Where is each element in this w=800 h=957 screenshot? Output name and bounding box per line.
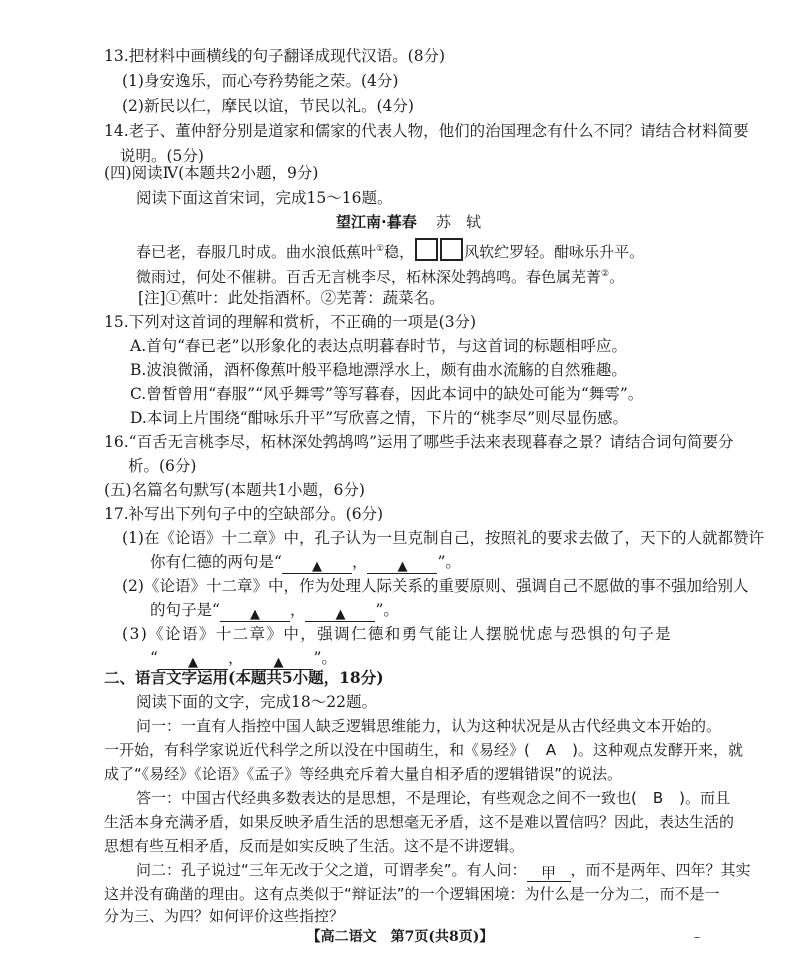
answer-blank-jia[interactable]: [527, 863, 571, 882]
blank-marker: ▲: [273, 655, 284, 670]
q15-stem: 15.下列对这首词的理解和赏析，不正确的一项是(3分): [104, 313, 477, 331]
poem-title: [336, 212, 481, 232]
q17-item-2-answer: [150, 600, 399, 622]
corner-mark: –: [694, 930, 700, 944]
comma: ，: [289, 601, 306, 619]
passage-line-3: 成了“《易经》《论语》《孟子》等经典充斥着大量自相矛盾的逻辑错误”的说法。: [104, 765, 623, 783]
q17-item-1-prefix: 你有仁德的两句是“: [150, 553, 282, 571]
q17-item-2: (2)《论语》十二章》中，作为处理人际关系的重要原则、强调自己不愿做的事不强加给别人: [122, 577, 749, 595]
q15-option-c: C.曾皙曾用“春服”“风乎舞雩”等写暮春，因此本词中的缺处可能为“舞雩”。: [130, 385, 644, 403]
answer-blank[interactable]: [305, 603, 375, 622]
poem-note: [注]①蕉叶：此处指酒杯。②芜菁：蔬菜名。: [138, 289, 445, 307]
passage-line-7: [136, 860, 751, 882]
comma: ，: [351, 553, 368, 571]
poem-line-1b: 稳，: [384, 243, 415, 261]
poem-author: 苏 轼: [435, 213, 481, 231]
passage-line-4c: )。而且: [679, 789, 731, 807]
q17-item-2-prefix: 的句子是“: [150, 601, 220, 619]
blank-marker: ▲: [187, 655, 198, 670]
q14-stem-cont: 说明。(5分): [120, 147, 204, 165]
q17-item-1: (1)在《论语》十二章》中，孔子认为一旦克制自己，按照礼的要求去做了，天下的人就都赞许: [122, 529, 764, 547]
passage-line-1: 问一：一直有人指控中国人缺乏逻辑思维能力，认为这种状况是从古代经典文本开始的。: [136, 717, 722, 735]
answer-blank[interactable]: [220, 603, 290, 622]
close-quote: ”。: [313, 649, 337, 667]
blank-marker: ▲: [335, 607, 346, 622]
q16-stem: 16.“百舌无言桃李尽，柘林深处鹁鸪鸣”运用了哪些手法来表现暮春之景？请结合词句简要分: [104, 433, 734, 451]
poem-line-1a: 春已老，春服几时成。曲水浪低蕉叶: [136, 243, 377, 261]
blank-marker: ▲: [397, 559, 408, 574]
note-mark-2: ②: [601, 269, 610, 279]
poem-line-2: [136, 264, 624, 287]
passage-line-4a: 答一：中国古代经典多数表达的是思想，不是理论，有些观念之间不一致也(: [136, 789, 637, 807]
close-quote: ”。: [375, 601, 399, 619]
poem-line-1c: 风软纻罗轻。酣咏乐升平。: [464, 243, 645, 261]
blank-a-label: A: [545, 741, 557, 759]
missing-char-box: [415, 238, 438, 261]
q13-item-1: (1)身安逸乐，而心夸矜势能之荣。(4分): [122, 72, 399, 90]
poem-line-2a: 微雨过，何处不催耕。百舌无言桃李尽，柘林深处鹁鸪鸣。春色属芜菁: [136, 268, 602, 286]
close-quote: ”。: [437, 553, 461, 571]
blank-marker: ▲: [311, 559, 322, 574]
answer-blank[interactable]: [367, 555, 437, 574]
q14-stem: 14.老子、董仲舒分别是道家和儒家的代表人物，他们的治国理念有什么不同？请结合材料简要: [104, 122, 749, 140]
poem-intro: 阅读下面这首宋词，完成15～16题。: [136, 189, 393, 207]
part-2-heading: 二、语言文字运用(本题共5小题，18分): [104, 668, 384, 687]
q16-stem-cont: 析。(6分): [128, 457, 197, 475]
comma: ，: [227, 649, 244, 667]
page-footer: 【高二语文 第7页(共8页)】: [306, 929, 494, 945]
passage-line-2a: 一开始，有科学家说近代科学之所以没在中国萌生，和《易经》(: [104, 741, 530, 759]
q17-item-3: (3)《论语》十二章》中，强调仁德和勇气能让人摆脱忧虑与恐惧的句子是: [122, 625, 673, 643]
poem-line-1: [136, 238, 644, 262]
q17-item-1-answer: [150, 552, 461, 574]
section-4-heading: (四)阅读Ⅳ(本题共2小题，9分): [104, 164, 319, 182]
passage-line-9: 分为三、为四？如何评价这些指控？: [104, 907, 345, 925]
passage-line-7c: ，而不是两年、四年？其实: [570, 861, 751, 879]
open-quote: “: [150, 649, 158, 667]
section-5-heading: (五)名篇名句默写(本题共1小题，6分): [104, 481, 365, 499]
q15-option-a: A.首句“春已老”以形象化的表达点明暮春时节，与这首词的标题相呼应。: [130, 337, 627, 355]
q13-item-2: (2)新民以仁，摩民以谊，节民以礼。(4分): [122, 97, 414, 115]
q15-option-d: D.本词上片围绕“酣咏乐升平”写欣喜之情，下片的“桃李尽”则尽显伤感。: [130, 409, 629, 427]
missing-char-box: [440, 238, 463, 261]
poem-line-2b: 。: [609, 268, 625, 286]
passage-line-4: [136, 788, 730, 808]
poem-title-text: 望江南·暮春: [336, 213, 417, 231]
q17-stem: 17.补写出下列句子中的空缺部分。(6分): [104, 505, 384, 523]
passage-line-2: [104, 740, 743, 760]
passage-intro: 阅读下面的文字，完成18～22题。: [136, 693, 377, 711]
passage-line-8: 这并没有确凿的理由。这有点类似于“辩证法”的一个逻辑困境：为什么是一分为二，而不是一: [104, 885, 720, 903]
note-mark-1: ①: [376, 244, 385, 254]
q15-option-b: B.波浪微涌，酒杯像蕉叶般平稳地漂浮水上，颇有曲水流觞的自然雅趣。: [130, 361, 627, 379]
blank-marker: ▲: [249, 607, 260, 622]
blank-jia-label: 甲: [541, 864, 557, 882]
blank-b-label: B: [652, 789, 664, 807]
passage-line-7a: 问二：孔子说过“三年无改于父之道，可谓孝矣”。有人问：: [136, 861, 527, 879]
passage-line-5: 生活本身充满矛盾，如果反映矛盾生活的思想毫无矛盾，这不是难以置信吗？因此，表达生活的: [104, 813, 735, 831]
passage-line-2c: )。这种观点发酵开来，就: [572, 741, 743, 759]
answer-blank[interactable]: [282, 555, 352, 574]
q17-item-3-answer: [150, 648, 337, 670]
passage-line-6: 思想有些互相矛盾，反而是如实反映了生活。这不是不讲逻辑。: [104, 837, 525, 855]
q13-stem: 13.把材料中画横线的句子翻译成现代汉语。(8分): [104, 47, 446, 65]
